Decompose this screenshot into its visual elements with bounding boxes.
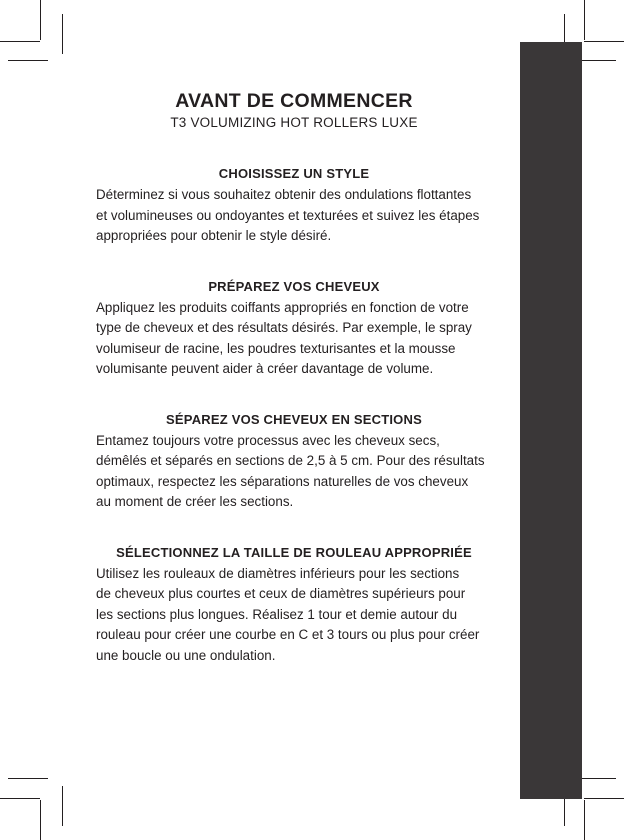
page-title: AVANT DE COMMENCER: [175, 90, 413, 112]
section-choose-style: [96, 164, 492, 247]
crop-mark: [584, 0, 585, 40]
section-separate-hair: [96, 410, 492, 513]
body-line: Utilisez les rouleaux de diamètres inférieurs pour les sections: [96, 565, 460, 581]
section-body: [96, 298, 492, 380]
crop-mark: [40, 800, 41, 840]
crop-mark: [584, 41, 624, 42]
section-body: [96, 564, 492, 667]
crop-mark: [584, 798, 624, 799]
body-line: volumisante peuvent aider à créer davantage de volume.: [96, 361, 434, 376]
section-body: [96, 431, 492, 513]
body-line: optimaux, respectez les séparations naturelles de vos cheveux: [96, 473, 469, 489]
section-body: [96, 185, 492, 247]
crop-mark: [40, 0, 41, 40]
section-heading: SÉLECTIONNEZ LA TAILLE DE ROULEAU APPROPRIÉE: [116, 544, 472, 560]
crop-mark: [584, 800, 585, 840]
body-line: de cheveux plus courtes et ceux de diamètres supérieurs pour: [96, 586, 466, 601]
body-line: appropriées pour obtenir le style désiré.: [96, 228, 332, 243]
page-subtitle: T3 VOLUMIZING HOT ROLLERS LUXE: [170, 115, 418, 130]
body-line: rouleau pour créer une courbe en C et 3 tours ou plus pour créer: [96, 627, 480, 642]
body-line: type de cheveux et des résultats désirés. Par exemple, le spray: [96, 320, 472, 335]
body-line: au moment de créer les sections.: [96, 494, 294, 509]
crop-mark: [8, 778, 48, 779]
section-heading: SÉPAREZ VOS CHEVEUX EN SECTIONS: [166, 411, 422, 427]
body-line: Appliquez les produits coiffants appropriés en fonction de votre: [96, 299, 469, 315]
section-heading: PRÉPAREZ VOS CHEVEUX: [208, 278, 380, 294]
body-line: les sections plus longues. Réalisez 1 tour et demie autour du: [96, 606, 458, 622]
section-prepare-hair: [96, 277, 492, 380]
crop-mark: [576, 778, 616, 779]
body-line: Entamez toujours votre processus avec les cheveux secs,: [96, 432, 440, 448]
document-page: [96, 88, 492, 666]
crop-mark: [8, 60, 48, 61]
crop-mark: [62, 14, 63, 54]
section-roller-size: [96, 543, 492, 667]
crop-mark: [0, 41, 40, 42]
crop-mark: [0, 798, 40, 799]
side-tab: [520, 42, 582, 799]
crop-mark: [62, 786, 63, 826]
body-line: Déterminez si vous souhaitez obtenir des ondulations flottantes: [96, 187, 472, 202]
body-line: volumiseur de racine, les poudres texturisantes et la mousse: [96, 340, 456, 356]
section-heading: CHOISISSEZ UN STYLE: [218, 166, 370, 181]
body-line: démêlés et séparés en sections de 2,5 à 5 cm. Pour des résultats: [96, 453, 485, 468]
body-line: et volumineuses ou ondoyantes et texturées et suivez les étapes: [96, 207, 480, 223]
body-line: une boucle ou une ondulation.: [96, 647, 276, 663]
crop-mark: [576, 60, 616, 61]
